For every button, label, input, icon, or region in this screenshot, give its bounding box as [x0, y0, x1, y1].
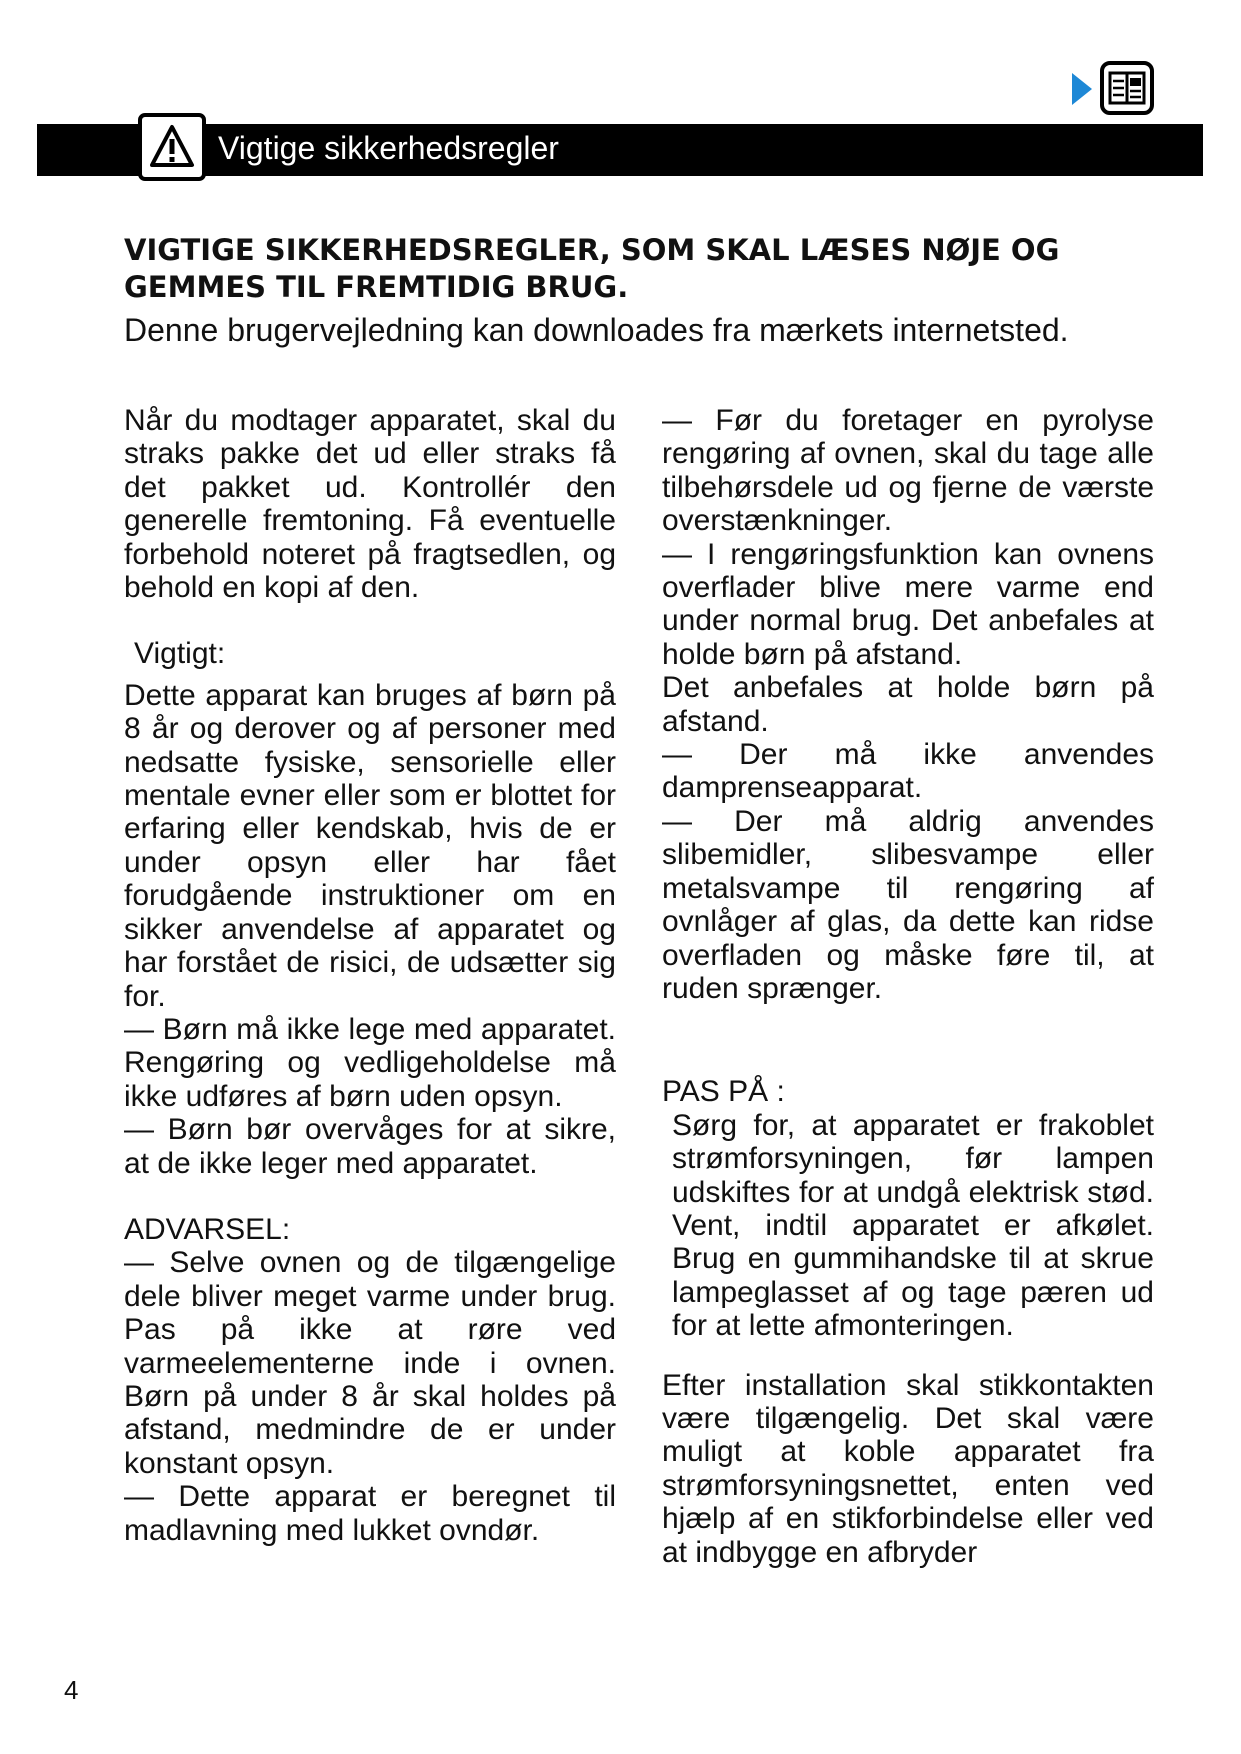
warning-badge [138, 113, 206, 181]
pyrolysis-paragraph: — Før du foretager en pyrolyse rengøring af ovnen, skal du tage alle tilbehørsdele ud og fjerne de værste overstænkninger. [662, 404, 1154, 538]
warning-door-paragraph: — Dette apparat er beregnet til madlavning med lukket ovndør. [124, 1480, 616, 1547]
warning-triangle-icon [149, 123, 195, 171]
right-column [662, 404, 1154, 1569]
section-header-bar [37, 124, 1203, 176]
no-abrasives-paragraph: — Der må aldrig anvendes slibemidler, slibesvampe eller metalsvampe til rengøring af ovnlåger af glas, da dette kan ridse overfladen og måske føre til, at ruden sprænger. [662, 804, 1154, 1005]
children-supervise-paragraph: — Børn bør overvåges for at sikre, at de ikke leger med apparatet. [124, 1113, 616, 1180]
next-page-arrow-icon[interactable] [1072, 73, 1092, 105]
manual-pages-icon[interactable] [1099, 60, 1155, 116]
warning-label: ADVARSEL: [124, 1212, 291, 1246]
children-play-paragraph: — Børn må ikke lege med apparatet. Rengøring og vedligeholdelse må ikke udføres af børn uden opsyn. [124, 1012, 616, 1113]
subtitle: Denne brugervejledning kan downloades fra mærkets internetsted. [124, 312, 1069, 348]
main-heading [124, 232, 1164, 306]
intro-paragraph: Når du modtager apparatet, skal du straks pakke det ud eller straks få det pakket ud. Kontrollér den generelle fremtoning. Få eventuelle forbehold noteret på fragtsedlen, og behold en kopi af den. [124, 404, 616, 605]
section-title: Vigtige sikkerhedsregler [218, 130, 559, 166]
caution-paragraph: Sørg for, at apparatet er frakoblet strømforsyningen, før lampen udskiftes for at undgå elektrisk stød. Vent, indtil apparatet er afkølet. Brug en gummihandske til at skrue lampeglasset af og tage pæren ud for at lette afmonteringen. [672, 1108, 1154, 1343]
main-heading-line-1: VIGTIGE SIKKERHEDSREGLER, SOM SKAL LÆSES NØJE OG [124, 233, 1060, 267]
installation-paragraph: Efter installation skal stikkontakten være tilgængelig. Det skal være muligt at koble apparatet fra strømforsyningsnettet, enten ved hjælp af en stikforbindelse eller ved at indbygge en afbryder [662, 1368, 1154, 1569]
left-column [124, 404, 616, 1547]
cleaning-hot-paragraph: — I rengøringsfunktion kan ovnens overflader blive mere varme end under normal brug. Det anbefales at holde børn på afstand. [662, 537, 1154, 671]
children-distance-paragraph: Det anbefales at holde børn på afstand. [662, 671, 1154, 738]
page-number: 4 [64, 1675, 79, 1705]
important-label: Vigtigt: [134, 637, 226, 671]
warning-hot-paragraph: — Selve ovnen og de tilgængelige dele bliver meget varme under brug. Pas på ikke at røre ved varmeelementerne inde i ovnen. Børn på under 8 år skal holdes på afstand, medmindre de er under konstant opsyn. [124, 1246, 616, 1480]
caution-label: PAS PÅ : [662, 1075, 785, 1109]
important-paragraph: Dette apparat kan bruges af børn på 8 år og derover og af personer med nedsatte fysiske, sensorielle eller mentale evner eller som er blottet for erfaring eller kendskab, hvis de er under opsyn eller har fået forudgående instruktioner om en sikker anvendelse af apparatet og har forstået de risici, de udsætter sig for. [124, 678, 616, 1013]
no-steam-paragraph: — Der må ikke anvendes damprenseapparat. [662, 738, 1154, 805]
main-heading-line-2: GEMMES TIL FREMTIDIG BRUG. [124, 270, 629, 304]
